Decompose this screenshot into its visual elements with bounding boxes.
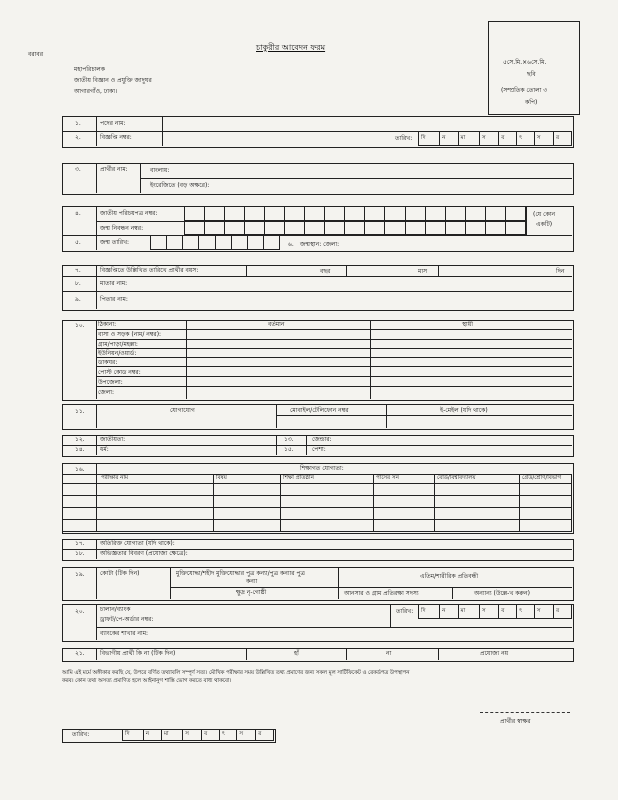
declaration-line-1: আমি এই মর্মে অঙ্গীকার করছি যে, উপরে বর্ণিত তথ্যাবলি সম্পূর্ণ সত্য। মৌখিক পরীক্ষার সময় উল্লিখিত তথ্য প্রমাণের জন্য সকল মূল সার্টিফিকেট ও রেকর্ডপত্র উপস্থাপন	[62, 670, 410, 676]
post-name-label: পদের নাম:	[100, 120, 126, 127]
departmental-no[interactable]: না	[386, 650, 392, 657]
dob-label: জন্ম তারিখ:	[100, 239, 130, 246]
mother-name-label: মাতার নাম:	[100, 280, 128, 287]
post-name-field[interactable]	[164, 117, 570, 130]
quota-ansar[interactable]: আনসার ও গ্রাম প্রতিরক্ষা সদস্য	[344, 590, 419, 597]
contact-label: যোগাযোগ	[170, 407, 195, 414]
circular-number-field[interactable]	[164, 132, 390, 145]
footer-date-label: তারিখ:	[72, 731, 90, 738]
father-name-label: পিতার নাম:	[100, 296, 128, 303]
payment-date-label: তারিখ:	[396, 608, 414, 615]
declaration-line-2: করব। কোন তথ্য অসত্য প্রমাণিত হলে আইনানুগ শাস্তি ভোগ করতে বাধ্য থাকবো।	[62, 677, 232, 684]
age-month-label: মাস	[418, 268, 428, 275]
photo-box[interactable]	[488, 21, 580, 115]
footer-date-grid[interactable]: দি ন মা স ব ৎ স র	[122, 729, 274, 741]
additional-qualification-label: অতিরিক্ত যোগ্যতা (যদি থাকে):	[100, 540, 175, 547]
quota-label: কোটা (টিক দিন)	[100, 570, 140, 577]
dob-grid[interactable]	[150, 235, 280, 250]
col-institution: শিক্ষা প্রতিষ্ঠান	[281, 475, 374, 484]
age-label: বিজ্ঞপ্তিতে উল্লিখিত তারিখে প্রার্থীর বয়স:	[100, 267, 199, 274]
occupation-label: পেশা:	[312, 446, 326, 453]
email-field[interactable]	[388, 416, 570, 427]
circular-number-label: বিজ্ঞপ্তি নম্বর:	[100, 134, 132, 141]
applicant-name-label: প্রার্থীর নাম:	[100, 166, 128, 173]
name-bangla-field[interactable]	[190, 164, 570, 177]
photo-size-text: ৫সে.মি.×৬সে.মি.	[503, 59, 547, 66]
quota-orphan-disabled[interactable]: এতিম/শারীরিক প্রতিবন্ধী	[420, 573, 479, 580]
id-note-1: (যে কোন	[533, 211, 556, 218]
education-label: শিক্ষাগত যোগ্যতা:	[300, 465, 344, 472]
challan-number-field[interactable]	[170, 605, 388, 626]
recipient-line-2: জাতীয় বিজ্ঞান ও প্রযুক্তি জাদুঘর	[74, 77, 152, 84]
name-english-label: ইংরেজিতে (বড় অক্ষরে):	[150, 182, 210, 189]
age-year-label: বছর	[320, 268, 331, 275]
col-grade: গ্রেড/শ্রেণি/বিভাগ	[520, 475, 572, 484]
permanent-address-fields[interactable]	[372, 330, 570, 398]
permanent-address-header: স্থায়ী	[462, 321, 473, 328]
present-address-fields[interactable]	[188, 330, 368, 398]
departmental-na[interactable]: প্রযোজ্য নয়	[480, 650, 509, 657]
email-label: ই-মেইল (যদি থাকে)	[440, 407, 488, 414]
col-pass-year: পাসের সন	[374, 475, 435, 484]
recipient-line-3: আগারগাঁও, ঢাকা।	[74, 88, 118, 95]
name-english-field[interactable]	[230, 179, 570, 192]
quota-other[interactable]: অন্যান্য (উল্লে-খ করুন)	[474, 590, 530, 597]
photo-label: ছবি	[527, 71, 536, 78]
brn-digit-grid[interactable]	[184, 221, 526, 235]
experience-label: অভিজ্ঞতার বিবরণ (প্রযোজ্য ক্ষেত্রে):	[100, 550, 188, 557]
mobile-label: মোবাইল/টেলিফোন নম্বর	[290, 407, 349, 414]
mother-name-field[interactable]	[150, 277, 570, 290]
declaration-text	[62, 670, 602, 686]
quota-ethnic[interactable]: ক্ষুদ্র নৃ-গোষ্ঠী	[236, 589, 267, 596]
form-title: চাকুরীর আবেদন ফরম	[256, 43, 326, 52]
to-label: বরাবর	[28, 51, 44, 58]
id-note-2: একটি)	[536, 221, 553, 228]
nid-digit-grid[interactable]	[184, 206, 526, 221]
col-exam-name: পরীক্ষার নাম	[63, 475, 214, 484]
nid-label: জাতীয় পরিচয়পত্র নম্বর:	[100, 210, 158, 217]
address-label: ঠিকানা:	[98, 321, 117, 328]
col-subject: বিষয়	[214, 475, 281, 484]
gender-label: জেন্ডার:	[312, 436, 332, 443]
brn-label: জন্ম নিবন্ধন নম্বর:	[100, 225, 144, 232]
bank-branch-field[interactable]	[170, 628, 570, 639]
application-form-page: চাকুরীর আবেদন ফরম বরাবর মহাপরিচালক জাতীয় বিজ্ঞান ও প্রযুক্তি জাদুঘর আগারগাঁও, ঢাকা। ৫সে.মি.×৬সে.মি. ছবি (সম্প্রতিক তোলা ৩ কপি) ১. পদের নাম: ২. বিজ্ঞপ্তি নম্বর: তারিখ: দি ন মা স ব ৎ স র ৩. প্রার্থীর নাম: বাংলায়: ইংরেজিতে (বড় অক্ষরে): ৪. জাতীয় পরিচয়পত্র নম্বর: জন্ম নিবন্ধন নম্বর: (যে কোন একটি) ৫. জন্ম তারিখ: ৬. জন্মস্থান: জেলা: ৭. বিজ্ঞপ্তিতে উল্লিখিত তারিখে প্রার্থীর বয়স: বছর মাস দিন ৮. মাতার নাম: ৯. পিতার নাম: ১০. ঠিকানা: বর্তমান স্থায়ী বাসা ও সড়ক (নাম/ নম্বর): গ্রাম/পাড়া/মহল্লা: ইউনিয়ন/ওয়ার্ড: ডাকঘর: পোস্ট কোড নম্বর: উপজেলা: জেলা: ১১. যোগাযোগ মোবাইল/টেলিফোন নম্বর ই-মেইল (যদি থাকে) ১২. জাতীয়তা: ১৩. জেন্ডার: ১৪. ধর্ম: ১৫. পেশা: ১৬. শিক্ষাগত যোগ্যতা: পরীক্ষার নাম বিষয় শিক্ষা প্রতিষ্ঠান পাসের সন বোর্ড/বিশ্ববিদ্যালয় গ্রেড/শ্রেণি/বিভাগ ১৭. অতিরিক্ত যোগ্যতা (যদি থাকে): ১৮. অভিজ্ঞতার বিবরণ (প্রযোজ্য ক্ষেত্রে): ১৯. কোটা (টিক দিন) মুক্তিযোদ্ধা/শহীদ মুক্তিযোদ্ধার পুত্র কন্যা/পুত্র কন্যার পুত্র কন্যা এতিম/শারীরিক প্রতিবন্ধী ক্ষুদ্র নৃ-গোষ্ঠী আনসার ও গ্রাম প্রতিরক্ষা সদস্য অন্যান্য (উল্লে-খ করুন) ২০. চালান/ব্যাংক ড্রাফট/পে-অর্ডার নম্বর: তারিখ: দি ন মা স ব ৎ স র ব্যাংকের শাখার নাম: ২১. বিভাগীয় প্রার্থী কি না (টিক দিন) হাঁ না প্রযোজ্য নয় আমি এই মর্মে অঙ্গীকার করছি যে, উপরে বর্ণিত তথ্যাবলি সম্পূর্ণ সত্য। মৌখিক পরীক্ষার সময় উল্লিখিত তথ্য প্রমাণের জন্য সকল মূল সার্টিফিকেট ও রেকর্ডপত্র উপস্থাপন করব। কোন তথ্য অসত্য প্রমাণিত হলে আইনানুগ শাস্তি ভোগ করতে বাধ্য থাকবো। প্রার্থীর স্বাক্ষর তারিখ: দি ন মা স ব ৎ স র	[0, 0, 618, 800]
col-board: বোর্ড/বিশ্ববিদ্যালয়	[435, 475, 520, 484]
applicant-signature-label: প্রার্থীর স্বাক্ষর	[500, 718, 531, 725]
religion-label: ধর্ম:	[100, 446, 109, 453]
birthplace-label: জন্মস্থান: জেলা:	[300, 241, 340, 248]
nationality-label: জাতীয়তা:	[100, 436, 126, 443]
payment-date-grid[interactable]: দি ন মা স ব ৎ স র	[418, 604, 572, 619]
father-name-field[interactable]	[150, 292, 570, 308]
photo-note-2: কপি)	[525, 99, 538, 106]
present-address-header: বর্তমান	[268, 321, 285, 328]
recipient-line-1: মহাপরিচালক	[74, 66, 105, 73]
bank-branch-label: ব্যাংকের শাখার নাম:	[100, 630, 149, 637]
birthplace-field[interactable]	[360, 236, 570, 249]
name-bangla-label: বাংলায়:	[150, 167, 170, 174]
draft-label: ড্রাফট/পে-অর্ডার নম্বর:	[100, 616, 154, 623]
quota-freedom-fighter[interactable]: মুক্তিযোদ্ধা/শহীদ মুক্তিযোদ্ধার পুত্র কন্যা/পুত্র কন্যার পুত্র	[176, 570, 305, 577]
mobile-field[interactable]	[278, 416, 384, 427]
challan-label: চালান/ব্যাংক	[100, 606, 131, 613]
age-day-label: দিন	[556, 268, 565, 275]
departmental-label: বিভাগীয় প্রার্থী কি না (টিক দিন)	[100, 650, 176, 657]
education-table[interactable]	[62, 474, 572, 532]
departmental-yes[interactable]: হাঁ	[294, 650, 299, 657]
photo-note-1: (সম্প্রতিক তোলা ৩	[501, 87, 548, 94]
circular-date-grid[interactable]: দি ন মা স ব ৎ স র	[418, 131, 572, 146]
circular-date-label: তারিখ:	[395, 135, 413, 142]
